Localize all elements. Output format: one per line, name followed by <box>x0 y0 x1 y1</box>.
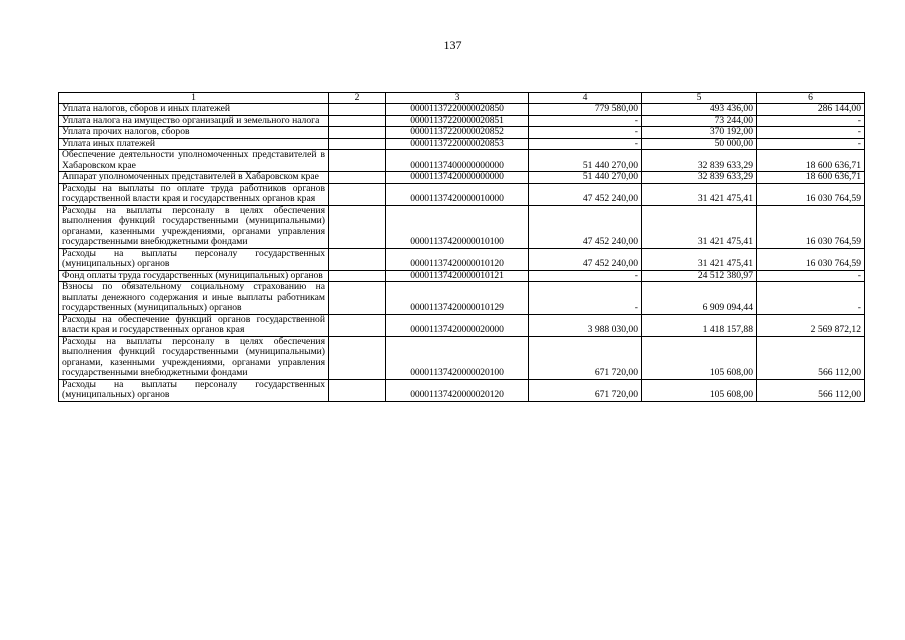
header-cell-1: 1 <box>59 93 329 104</box>
row-value-col6: 18 600 636,71 <box>757 150 865 172</box>
budget-table <box>58 92 865 402</box>
row-value-col5: 24 512 380,97 <box>642 270 757 282</box>
row-name-cell: Уплата прочих налогов, сборов <box>59 127 329 139</box>
row-name-cell: Расходы на выплаты персоналу в целях обеспечения выполнения функций государственными (муниципальными) органами, казенными учреждениями, органами управления государственными внебюджетными фондами <box>59 205 329 248</box>
header-cell-5: 5 <box>642 93 757 104</box>
row-name-cell: Обеспечение деятельности уполномоченных представителей в Хабаровском крае <box>59 150 329 172</box>
header-cell-2: 2 <box>329 93 386 104</box>
row-code-cell: 00001137420000000000 <box>386 172 529 184</box>
table-row <box>59 183 865 205</box>
row-value-col6: - <box>757 127 865 139</box>
row-code-cell: 00001137420000020000 <box>386 314 529 336</box>
table-row <box>59 138 865 150</box>
row-value-col6: 16 030 764,59 <box>757 205 865 248</box>
row-value-col5: 32 839 633,29 <box>642 150 757 172</box>
row-value-col6: - <box>757 282 865 315</box>
row-value-col6: 566 112,00 <box>757 379 865 401</box>
row-code-cell: 00001137420000010121 <box>386 270 529 282</box>
row-value-col4: 47 452 240,00 <box>529 183 642 205</box>
table-row <box>59 115 865 127</box>
row-value-col5: 105 608,00 <box>642 336 757 379</box>
table-row <box>59 248 865 270</box>
row-value-col5: 493 436,00 <box>642 104 757 116</box>
row-value-col5: 31 421 475,41 <box>642 248 757 270</box>
row-value-col5: 32 839 633,29 <box>642 172 757 184</box>
row-value-col6: 18 600 636,71 <box>757 172 865 184</box>
row-value-col5: 31 421 475,41 <box>642 205 757 248</box>
row-name-cell: Уплата налога на имущество организаций и земельного налога <box>59 115 329 127</box>
row-name-cell: Взносы по обязательному социальному страхованию на выплаты денежного содержания и иные выплаты работникам государственных (муниципальных) органов <box>59 282 329 315</box>
page-number: 137 <box>443 38 462 52</box>
row-value-col6: 286 144,00 <box>757 104 865 116</box>
row-name-cell: Расходы на выплаты по оплате труда работников органов государственной власти края и государственных органов края <box>59 183 329 205</box>
table-row <box>59 379 865 401</box>
row-value-col6: 16 030 764,59 <box>757 183 865 205</box>
row-name-cell: Расходы на выплаты персоналу государственных (муниципальных) органов <box>59 379 329 401</box>
table-row <box>59 127 865 139</box>
row-col2-cell <box>329 282 386 315</box>
row-value-col4: - <box>529 138 642 150</box>
row-code-cell: 00001137220000020853 <box>386 138 529 150</box>
row-code-cell: 00001137220000020852 <box>386 127 529 139</box>
table-row <box>59 270 865 282</box>
row-value-col6: - <box>757 270 865 282</box>
row-col2-cell <box>329 183 386 205</box>
table-header-row <box>59 93 865 104</box>
row-name-cell: Уплата налогов, сборов и иных платежей <box>59 104 329 116</box>
row-name-cell: Расходы на обеспечение функций органов государственной власти края и государственных органов края <box>59 314 329 336</box>
row-name-cell: Расходы на выплаты персоналу в целях обеспечения выполнения функций государственными (муниципальными) органами, казенными учреждениями, органами управления государственными внебюджетными фондами <box>59 336 329 379</box>
row-col2-cell <box>329 205 386 248</box>
row-value-col5: 1 418 157,88 <box>642 314 757 336</box>
row-code-cell: 00001137220000020850 <box>386 104 529 116</box>
row-code-cell: 00001137420000020120 <box>386 379 529 401</box>
row-value-col6: - <box>757 115 865 127</box>
row-value-col5: 370 192,00 <box>642 127 757 139</box>
row-value-col4: 51 440 270,00 <box>529 172 642 184</box>
table-row <box>59 172 865 184</box>
row-value-col5: 73 244,00 <box>642 115 757 127</box>
header-cell-3: 3 <box>386 93 529 104</box>
row-value-col4: 671 720,00 <box>529 379 642 401</box>
row-value-col5: 6 909 094,44 <box>642 282 757 315</box>
table-row <box>59 150 865 172</box>
row-value-col4: 671 720,00 <box>529 336 642 379</box>
row-code-cell: 00001137400000000000 <box>386 150 529 172</box>
table-row <box>59 336 865 379</box>
row-code-cell: 00001137420000020100 <box>386 336 529 379</box>
row-code-cell: 00001137420000010100 <box>386 205 529 248</box>
row-col2-cell <box>329 336 386 379</box>
row-name-cell: Расходы на выплаты персоналу государственных (муниципальных) органов <box>59 248 329 270</box>
table-row <box>59 282 865 315</box>
row-value-col4: 47 452 240,00 <box>529 248 642 270</box>
row-col2-cell <box>329 270 386 282</box>
row-col2-cell <box>329 138 386 150</box>
header-cell-4: 4 <box>529 93 642 104</box>
row-value-col4: 779 580,00 <box>529 104 642 116</box>
row-col2-cell <box>329 248 386 270</box>
row-col2-cell <box>329 150 386 172</box>
row-col2-cell <box>329 172 386 184</box>
row-col2-cell <box>329 104 386 116</box>
row-value-col4: - <box>529 127 642 139</box>
row-code-cell: 00001137420000010120 <box>386 248 529 270</box>
table-row <box>59 314 865 336</box>
row-col2-cell <box>329 115 386 127</box>
row-name-cell: Уплата иных платежей <box>59 138 329 150</box>
row-col2-cell <box>329 127 386 139</box>
row-value-col6: - <box>757 138 865 150</box>
row-value-col4: 3 988 030,00 <box>529 314 642 336</box>
table-row <box>59 205 865 248</box>
row-col2-cell <box>329 379 386 401</box>
row-value-col4: - <box>529 282 642 315</box>
row-value-col6: 2 569 872,12 <box>757 314 865 336</box>
row-value-col4: - <box>529 270 642 282</box>
row-value-col4: 51 440 270,00 <box>529 150 642 172</box>
row-name-cell: Фонд оплаты труда государственных (муниципальных) органов <box>59 270 329 282</box>
table-row <box>59 104 865 116</box>
row-value-col5: 31 421 475,41 <box>642 183 757 205</box>
row-value-col5: 50 000,00 <box>642 138 757 150</box>
row-value-col6: 566 112,00 <box>757 336 865 379</box>
row-code-cell: 00001137220000020851 <box>386 115 529 127</box>
row-value-col6: 16 030 764,59 <box>757 248 865 270</box>
row-code-cell: 00001137420000010129 <box>386 282 529 315</box>
row-value-col4: 47 452 240,00 <box>529 205 642 248</box>
row-name-cell: Аппарат уполномоченных представителей в Хабаровском крае <box>59 172 329 184</box>
row-col2-cell <box>329 314 386 336</box>
row-value-col5: 105 608,00 <box>642 379 757 401</box>
row-code-cell: 00001137420000010000 <box>386 183 529 205</box>
header-cell-6: 6 <box>757 93 865 104</box>
row-value-col4: - <box>529 115 642 127</box>
